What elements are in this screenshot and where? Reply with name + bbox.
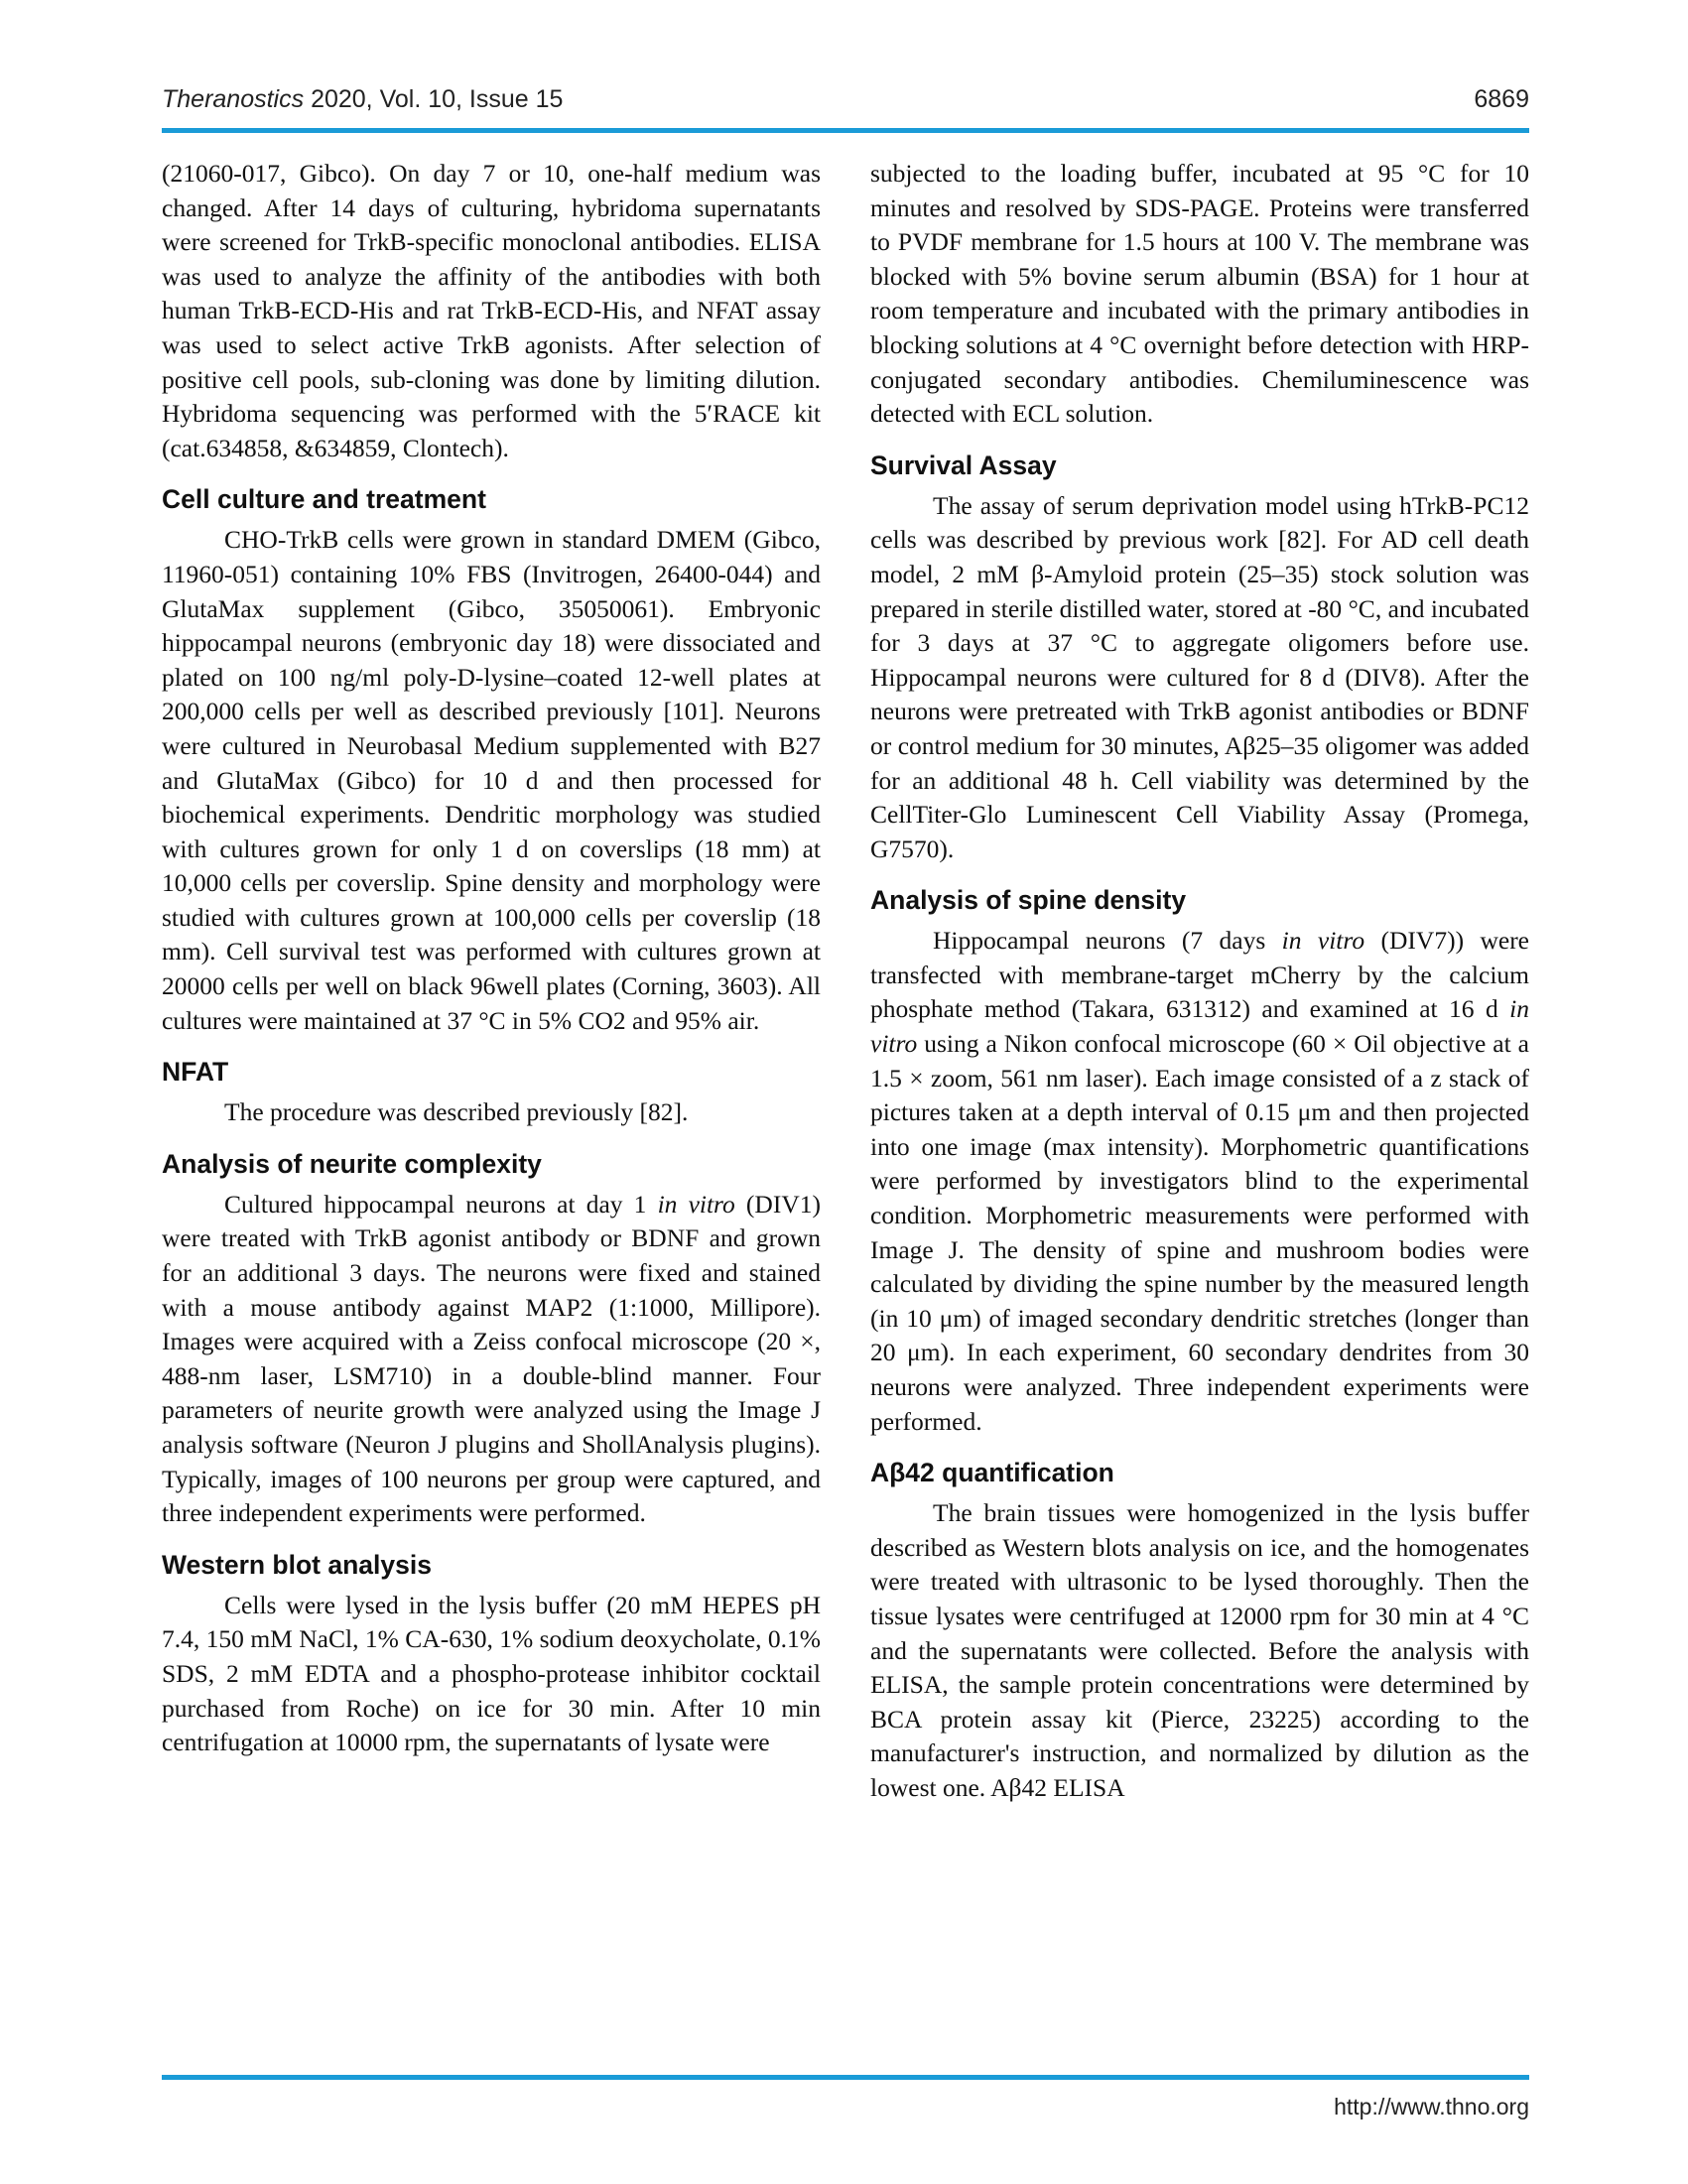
paragraph-survival-assay: The assay of serum deprivation model using hTrkB-PC12 cells was described by previous work [82]. For AD cell death model, 2 mM β-Amyloid protein (25–35) stock solution was prepared in sterile distilled water, stored at -80 °C, and incubated for 3 days at 37 °C to aggregate oligomers before use. Hippocampal neurons were cultured for 8 d (DIV8). After the neurons were pretreated with TrkB agonist antibodies or BDNF or control medium for 30 minutes, Aβ25–35 oligomer was added for an additional 48 h. Cell viability was determined by the CellTiter-Glo Luminescent Cell Viability Assay (Promega, G7570).	[870, 490, 1529, 863]
spine-text-part: using a Nikon confocal microscope (60 × Oil objective at a 1.5 × zoom, 561 nm laser). Each image consisted of a z stack of pictures taken at a depth interval of 0.15 μm and then projected into one image (max intensity). Morphometric quantifications were performed by investigators blind to the experimental condition. Morphometric measurements were performed with Image J. The density of spine and mushroom bodies were calculated by dividing the spine number by the measured length (in 10 μm) of imaged secondary dendritic stretches (longer than 20 μm). In each experiment, 60 secondary dendrites from 30 neurons were analyzed. Three independent experiments were performed.	[870, 1029, 1529, 1436]
spine-italic-term: in vitro	[1281, 926, 1365, 956]
journal-citation	[162, 85, 563, 114]
neurite-text-part: (DIV1) were treated with TrkB agonist antibody or BDNF and grown for an additional 3 days. The neurons were fixed and stained with a mouse antibody against MAP2 (1:1000, Millipore). Images were acquired with a Zeiss confocal microscope (20 ×, 488-nm laser, LSM710) in a double-blind manner. Four parameters of neurite growth were analyzed using the Image J analysis software (Neuron J plugins and ShollAnalysis plugins). Typically, images of 100 neurons per group were captured, and three independent experiments were performed.	[162, 1189, 821, 1528]
footer-divider	[162, 2075, 1529, 2080]
page-number: 6869	[1474, 85, 1529, 113]
left-column	[162, 157, 821, 1760]
paragraph-western-blot: Cells were lysed in the lysis buffer (20 mM HEPES pH 7.4, 150 mM NaCl, 1% CA-630, 1% sodium deoxycholate, 0.1% SDS, 2 mM EDTA and a phospho-protease inhibitor cocktail purchased from Roche) on ice for 30 min. After 10 min centrifugation at 10000 rpm, the supernatants of lysate were	[162, 1590, 821, 1757]
spine-italic-term: in vitro	[870, 994, 1529, 1059]
paragraph-cell-culture: CHO-TrkB cells were grown in standard DMEM (Gibco, 11960-051) containing 10% FBS (Invitrogen, 26400-044) and GlutaMax supplement (Gibco, 35050061). Embryonic hippocampal neurons (embryonic day 18) were dissociated and plated on 100 ng/ml poly-D-lysine–coated 12-well plates at 200,000 cells per well as described previously [101]. Neurons were cultured in Neurobasal Medium supplemented with B27 and GlutaMax (Gibco) for 10 d and then processed for biochemical experiments. Dendritic morphology was studied with cultures grown for only 1 d on coverslips (18 mm) at 10,000 cells per coverslip. Spine density and morphology were studied with cultures grown at 100,000 cells per coverslip (18 mm). Cell survival test was performed with cultures grown at 20000 cells per well on black 96well plates (Corning, 3603). All cultures were maintained at 37 °C in 5% CO2 and 95% air.	[162, 525, 821, 1035]
header-divider	[162, 128, 1529, 133]
heading-neurite-complexity: Analysis of neurite complexity	[162, 1148, 542, 1179]
paragraph-hybridoma: (21060-017, Gibco). On day 7 or 10, one-half medium was changed. After 14 days of culturing, hybridoma supernatants were screened for TrkB-specific monoclonal antibodies. ELISA was used to analyze the affinity of the antibodies with both human TrkB-ECD-His and rat TrkB-ECD-His, and NFAT assay was used to select active TrkB agonists. After selection of positive cell pools, sub-cloning was done by limiting dilution. Hybridoma sequencing was performed with the 5′RACE kit (cat.634858, &634859, Clontech).	[162, 159, 821, 462]
heading-cell-culture: Cell culture and treatment	[162, 484, 486, 515]
right-column	[870, 157, 1529, 1806]
heading-spine-density: Analysis of spine density	[870, 885, 1187, 916]
paragraph-nfat: The procedure was described previously [82].	[224, 1097, 689, 1127]
paragraph-neurite-complexity	[162, 1188, 821, 1531]
heading-survival-assay: Survival Assay	[870, 450, 1057, 480]
spine-text-part: Hippocampal neurons (7 days	[933, 926, 1282, 956]
journal-name: Theranostics	[162, 85, 305, 113]
heading-abeta-quantification: Aβ42 quantification	[870, 1458, 1114, 1488]
paragraph-western-continued: subjected to the loading buffer, incubated at 95 °C for 10 minutes and resolved by SDS-PAGE. Proteins were transferred to PVDF membrane for 1.5 hours at 100 V. The membrane was blocked with 5% bovine serum albumin (BSA) for 1 hour at room temperature and incubated with the primary antibodies in blocking solutions at 4 °C overnight before detection with HRP-conjugated secondary antibodies. Chemiluminescence was detected with ECL solution.	[870, 159, 1529, 429]
page-header	[162, 85, 1529, 125]
neurite-italic-term: in vitro	[657, 1189, 735, 1219]
paragraph-spine-density	[870, 924, 1529, 1439]
volume-issue: 2020, Vol. 10, Issue 15	[304, 85, 564, 113]
paragraph-abeta-quantification: The brain tissues were homogenized in the lysis buffer described as Western blots analysis on ice, and the homogenates were treated with ultrasonic to be lysed thoroughly. Then the tissue lysates were centrifuged at 12000 rpm for 30 min at 4 °C and the supernatants were collected. Before the analysis with ELISA, the sample protein concentrations were determined by BCA protein assay kit (Pierce, 23225) according to the manufacturer's instruction, and normalized by dilution as the lowest one. Aβ42 ELISA	[870, 1498, 1529, 1802]
neurite-text-part: Cultured hippocampal neurons at day 1	[224, 1189, 658, 1219]
journal-url[interactable]: http://www.thno.org	[1334, 2094, 1529, 2120]
heading-western-blot: Western blot analysis	[162, 1549, 432, 1580]
spine-text-part: (DIV7)) were transfected with membrane-target mCherry by the calcium phosphate method (Takara, 631312) and examined at 16 d	[870, 926, 1530, 1024]
heading-nfat: NFAT	[162, 1057, 229, 1088]
